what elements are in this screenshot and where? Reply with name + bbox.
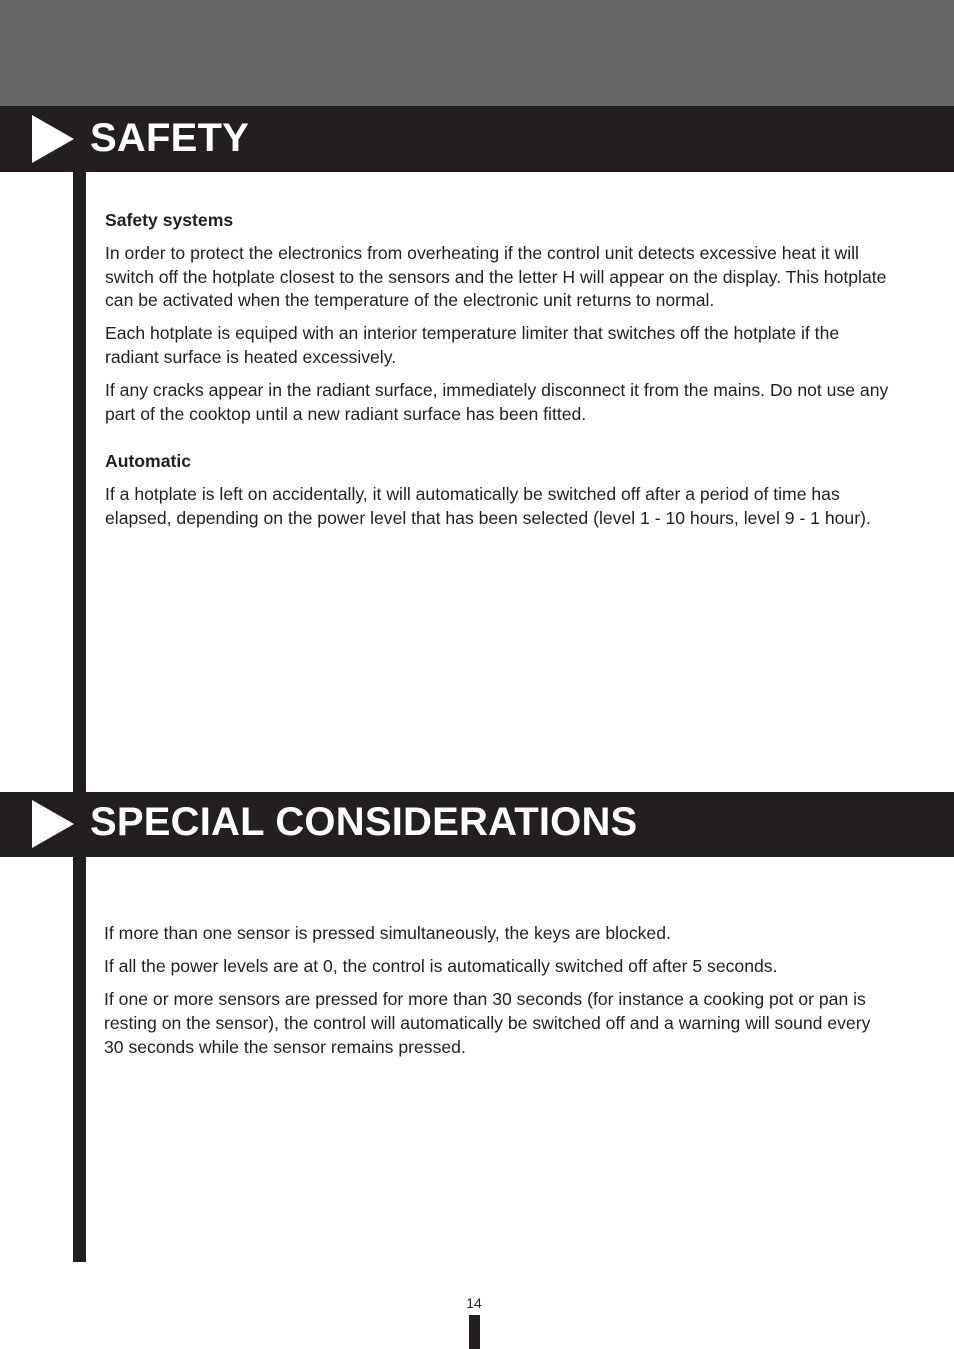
paragraph: If one or more sensors are pressed for more than 30 seconds (for instance a cooking pot or pan is resting on the sensor), the control will automatically be switched off and a warning will sound every 30 seconds while the sensor remains pressed. bbox=[104, 989, 871, 1057]
left-vertical-rule bbox=[73, 857, 86, 1262]
section-title-special-considerations: SPECIAL CONSIDERATIONS bbox=[90, 800, 638, 844]
play-arrow-icon bbox=[32, 115, 74, 163]
paragraph: In order to protect the electronics from overheating if the control unit detects excessive heat it will switch off the hotplate closest to the sensors and the letter H will appear on the display. This hotplate can be activated when the temperature of the electronic unit returns to normal. bbox=[105, 243, 887, 311]
page-number: 14 bbox=[466, 1295, 482, 1311]
paragraph: Each hotplate is equiped with an interior temperature limiter that switches off the hotplate if the radiant surface is heated excessively. bbox=[105, 323, 840, 367]
subsection-heading-safety-systems: Safety systems bbox=[105, 210, 234, 230]
special-considerations-content bbox=[104, 922, 889, 1069]
play-arrow-icon bbox=[32, 800, 74, 848]
paragraph: If all the power levels are at 0, the control is automatically switched off after 5 seconds. bbox=[104, 956, 778, 977]
safety-content bbox=[105, 209, 890, 540]
page-tab-marker bbox=[469, 1315, 480, 1349]
safety-section-bar bbox=[0, 106, 954, 172]
paragraph: If any cracks appear in the radiant surface, immediately disconnect it from the mains. Do not use any part of the cooktop until a new radiant surface has been fitted. bbox=[105, 380, 889, 424]
special-considerations-section-bar bbox=[0, 792, 954, 857]
section-title-safety: SAFETY bbox=[90, 116, 249, 160]
header-band bbox=[0, 0, 954, 106]
paragraph: If more than one sensor is pressed simultaneously, the keys are blocked. bbox=[104, 923, 671, 943]
left-vertical-rule bbox=[73, 172, 86, 792]
paragraph: If a hotplate is left on accidentally, it will automatically be switched off after a period of time has elapsed, depending on the power level that has been selected (level 1 - 10 hours, level 9 - 1 hour). bbox=[105, 484, 871, 528]
subsection-heading-automatic: Automatic bbox=[105, 451, 192, 472]
